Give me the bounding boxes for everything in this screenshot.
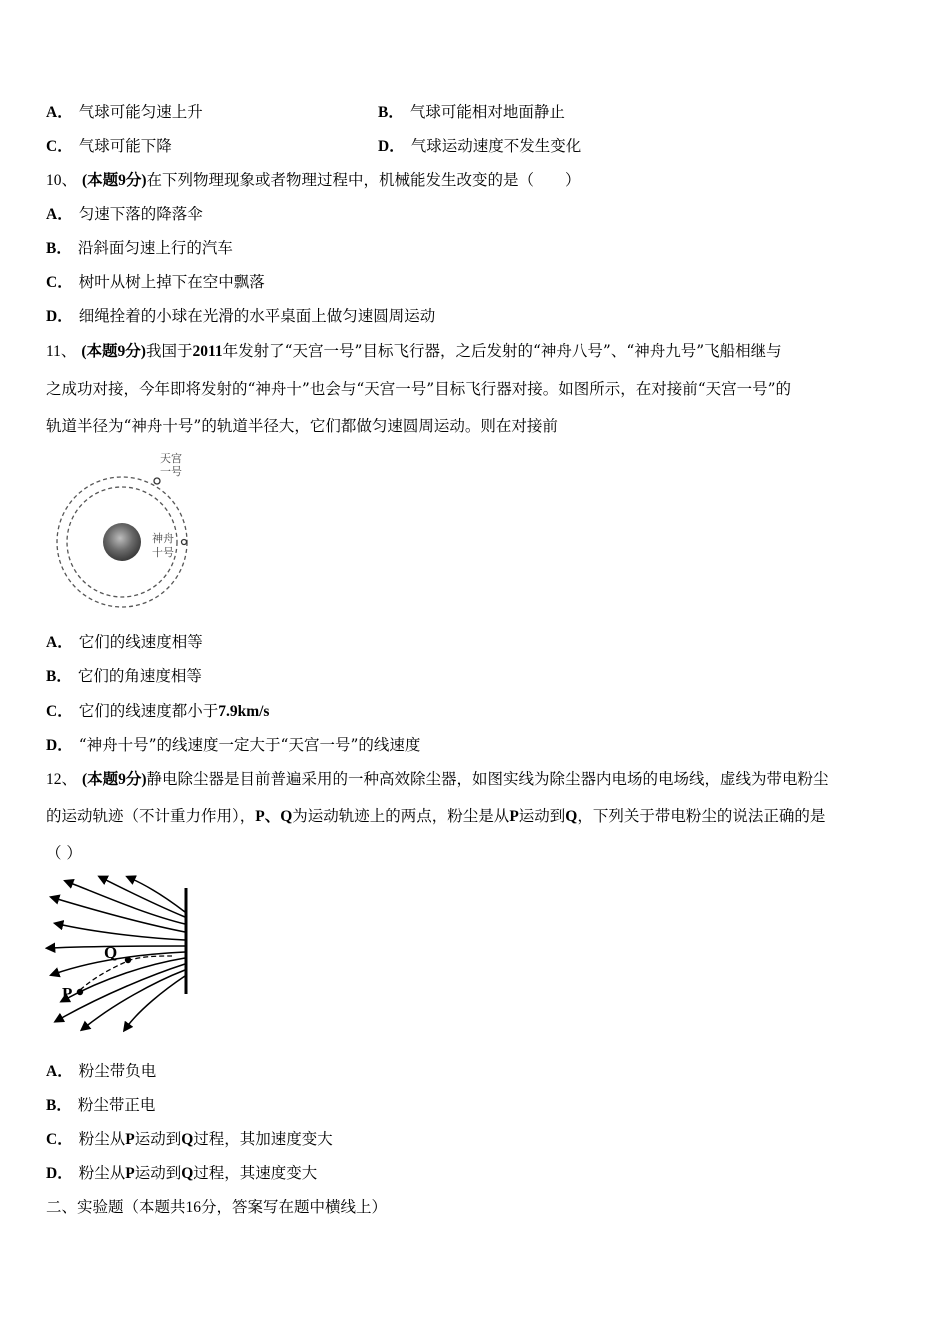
point-p: P xyxy=(125,1131,135,1148)
option-text: 它们的线速度相等 xyxy=(78,633,203,651)
q11-option-c xyxy=(46,700,269,723)
option-text: 沿斜面匀速上行的汽车 xyxy=(77,239,233,257)
q12-option-b xyxy=(46,1094,155,1117)
question-stem: 静电除尘器是目前普遍采用的一种高效除尘器，如图实线为除尘器内电场的电场线，虚线为带电粉尘 xyxy=(146,770,829,788)
point-labels: P、Q xyxy=(255,808,293,825)
q10-option-c xyxy=(46,271,265,294)
section-title: 二、实验题（本题共 xyxy=(46,1198,186,1216)
option-text: 过程，其速度变大 xyxy=(193,1164,318,1182)
option-text: 粉尘从 xyxy=(78,1164,126,1182)
q12-stem-line-3: （ ） xyxy=(46,844,82,862)
point-p-marker xyxy=(77,989,83,995)
question-number: 11、 xyxy=(46,343,77,360)
q11-stem-line-2: 之成功对接，今年即将发射的“神舟十”也会与“天宫一号”目标飞行器对接。如图所示，在对接前“天宫一号”的 xyxy=(46,380,792,398)
option-text: 粉尘带负电 xyxy=(78,1062,157,1080)
option-label: A． xyxy=(46,1063,73,1080)
q11-option-b xyxy=(46,665,202,688)
question-number: 12、 xyxy=(46,771,78,788)
question-stem: 我国于 xyxy=(145,342,193,360)
option-text: 气球运动速度不发生变化 xyxy=(410,137,582,155)
option-text: 匀速下落的降落伞 xyxy=(78,205,203,223)
q11-option-a xyxy=(46,631,203,654)
electric-field-figure xyxy=(44,872,194,1034)
earth xyxy=(103,523,141,561)
option-label: D． xyxy=(378,138,405,155)
question-stem: 的运动轨迹（不计重力作用）， xyxy=(46,807,256,825)
q10-option-a xyxy=(46,203,203,226)
option-text: 细绳拴着的小球在光滑的水平桌面上做匀速圆周运动 xyxy=(78,307,436,325)
option-text: 气球可能相对地面静止 xyxy=(409,103,565,121)
option-text: “神舟十号”的线速度一定大于“天宫一号”的线速度 xyxy=(78,736,421,754)
shenzhou-label-1: 神舟 xyxy=(152,532,174,545)
tiangong-marker xyxy=(154,478,160,484)
option-label: C． xyxy=(46,703,73,720)
option-label: A． xyxy=(46,206,73,223)
q11-option-d xyxy=(46,734,420,757)
option-label: A． xyxy=(46,104,73,121)
point-p: P xyxy=(509,808,519,825)
option-label: C． xyxy=(46,274,73,291)
option-value: 7.9km/s xyxy=(218,703,270,720)
option-label: C． xyxy=(46,1131,73,1148)
tiangong-label-2: 一号 xyxy=(160,465,182,478)
option-label: D． xyxy=(46,737,73,754)
q9-option-a xyxy=(46,101,203,124)
q11-stem-line-3: 轨道半径为“神舟十号”的轨道半径大，它们都做匀速圆周运动。则在对接前 xyxy=(46,417,558,435)
option-label: D． xyxy=(46,308,73,325)
question-score: (本题9分) xyxy=(81,172,147,189)
option-text: 运动到 xyxy=(134,1164,182,1182)
field-lines xyxy=(50,878,185,1028)
question-stem: 在下列物理现象或者物理过程中，机械能发生改变的是（ ） xyxy=(146,171,581,189)
question-year: 2011 xyxy=(192,343,223,360)
orbit-figure xyxy=(52,444,202,610)
option-text: 气球可能下降 xyxy=(78,137,172,155)
tiangong-label-1: 天宫 xyxy=(160,452,182,465)
option-text: 运动到 xyxy=(134,1130,182,1148)
question-stem: 运动到 xyxy=(518,807,566,825)
option-label: D． xyxy=(46,1165,73,1182)
question-score: (本题9分) xyxy=(81,343,146,360)
question-score: (本题9分) xyxy=(81,771,147,788)
section-points: 16 xyxy=(185,1199,202,1216)
q10-option-d xyxy=(46,305,435,328)
q12-option-a xyxy=(46,1060,156,1083)
q12-option-d xyxy=(46,1162,317,1185)
point-q: Q xyxy=(181,1131,194,1148)
option-label: C． xyxy=(46,138,73,155)
question-stem: 为运动轨迹上的两点，粉尘是从 xyxy=(292,807,510,825)
point-q: Q xyxy=(181,1165,194,1182)
q10-stem xyxy=(46,169,581,192)
q12-option-c xyxy=(46,1128,333,1151)
question-number: 10、 xyxy=(46,172,78,189)
q11-stem-line-1 xyxy=(46,340,782,363)
q9-option-d xyxy=(378,135,581,158)
option-text: 它们的线速度都小于 xyxy=(78,702,219,720)
question-stem: ，下列关于带电粉尘的说法正确的是 xyxy=(577,807,826,825)
option-text: 过程，其加速度变大 xyxy=(193,1130,333,1148)
option-label: A． xyxy=(46,634,73,651)
option-text: 粉尘带正电 xyxy=(77,1096,156,1114)
label-q: Q xyxy=(104,943,118,962)
option-text: 粉尘从 xyxy=(78,1130,126,1148)
label-p: P xyxy=(62,984,73,1003)
option-label: B． xyxy=(46,668,72,685)
q10-option-b xyxy=(46,237,233,260)
point-q-marker xyxy=(125,957,131,963)
shenzhou-marker xyxy=(182,540,187,545)
point-q: Q xyxy=(565,808,578,825)
option-label: B． xyxy=(378,104,404,121)
question-stem: 年发射了“天宫一号”目标飞行器，之后发射的“神舟八号”、“神舟九号”飞船相继与 xyxy=(222,342,782,360)
q12-stem-line-2 xyxy=(46,805,825,828)
option-text: 气球可能匀速上升 xyxy=(78,103,203,121)
shenzhou-label-2: 十号 xyxy=(152,546,174,559)
q12-stem-line-1 xyxy=(46,768,829,791)
q9-option-c xyxy=(46,135,172,158)
section-2-heading xyxy=(46,1196,387,1219)
section-title: 分，答案写在题中横线上） xyxy=(201,1198,388,1216)
point-p: P xyxy=(125,1165,135,1182)
q9-option-b xyxy=(378,101,565,124)
option-label: B． xyxy=(46,240,72,257)
option-text: 它们的角速度相等 xyxy=(77,667,202,685)
option-text: 树叶从树上掉下在空中飘落 xyxy=(78,273,265,291)
option-label: B． xyxy=(46,1097,72,1114)
